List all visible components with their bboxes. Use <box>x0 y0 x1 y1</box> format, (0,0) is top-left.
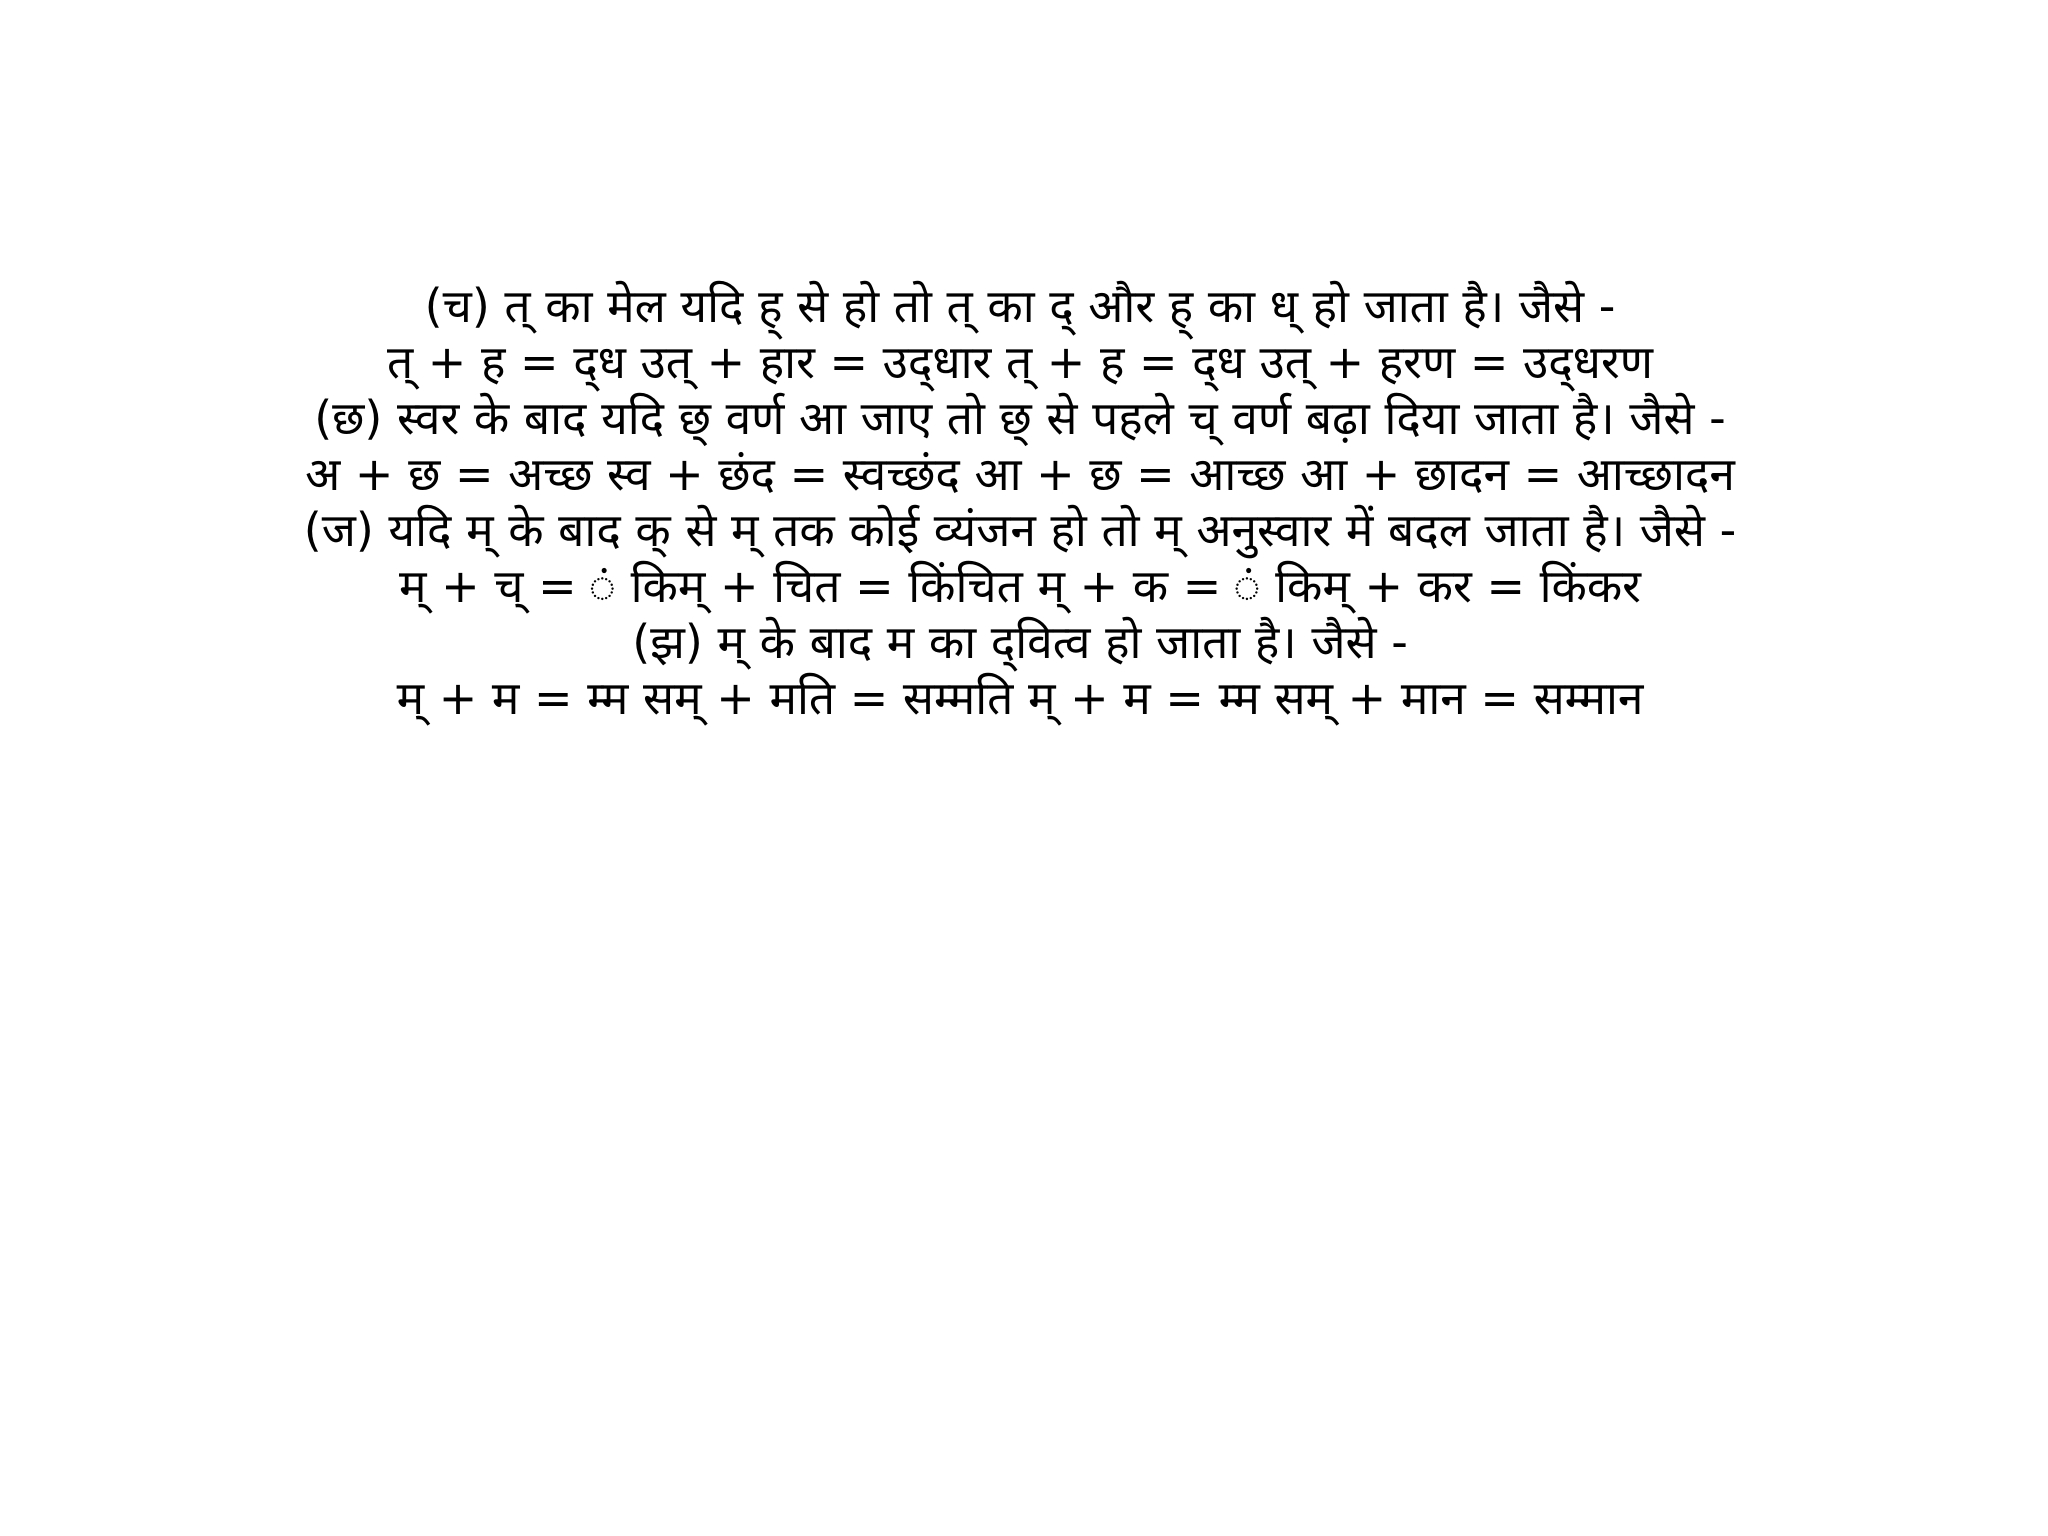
rule-ja-examples: म् + च् = ं किम् + चित = किंचित म् + क = ं किम् + कर = किंकर <box>399 559 1641 613</box>
rule-jha-examples: म् + म = म्म सम् + मति = सम्मति म् + म = म्म सम् + मान = सम्मान <box>396 671 1644 725</box>
rule-ja-paragraph: (ज) यदि म् के बाद क् से म् तक कोई व्यंजन हो तो म् अनुस्वार में बदल जाता है। जैसे - <box>303 503 1737 557</box>
text-block <box>270 278 1770 726</box>
rule-cha-paragraph: (च) त् का मेल यदि ह् से हो तो त् का द् और ह् का ध् हो जाता है। जैसे - <box>424 279 1616 333</box>
rule-chha-paragraph: (छ) स्वर के बाद यदि छ् वर्ण आ जाए तो छ् से पहले च् वर्ण बढ़ा दिया जाता है। जैसे - <box>314 391 1726 445</box>
rule-jha-paragraph: (झ) म् के बाद म का द्‌वित्व हो जाता है। जैसे - <box>632 615 1408 669</box>
rule-chha-examples: अ + छ = अच्छ स्व + छंद = स्वच्छंद आ + छ = आच्छ आ + छादन = आच्छादन <box>305 447 1735 501</box>
rule-cha-examples: त् + ह = द्‌ध उत् + हार = उद्‌धार त् + ह = द्‌ध उत् + हरण = उद्‌धरण <box>386 335 1654 389</box>
